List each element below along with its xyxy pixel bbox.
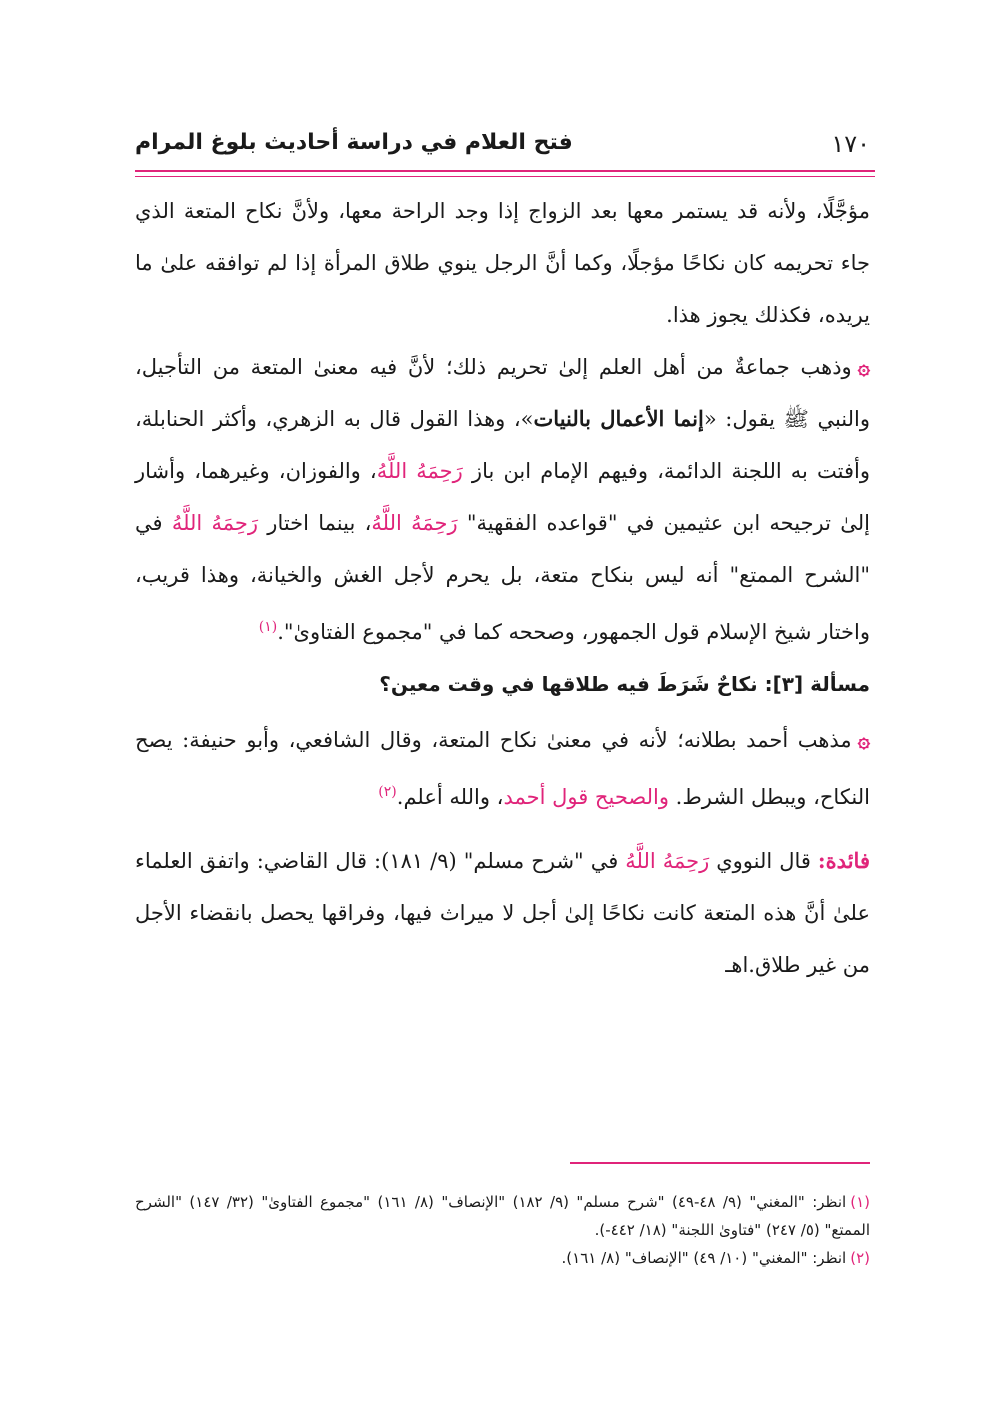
footnote-separator <box>570 1162 870 1164</box>
paragraph-4 <box>135 835 870 991</box>
honorific: رَحِمَهُ اللَّهُ <box>625 849 710 873</box>
footnotes <box>135 1188 870 1272</box>
text-span: وذهب جماعةٌ من أهل العلم إلىٰ تحريم ذلك؛ لأنَّ فيه معنىٰ المتعة من التأجيل، والنبي ﷺ يقول: « <box>135 355 871 431</box>
flower-ornament-icon: ۞ <box>857 727 870 752</box>
text-span: »، وهذا القول قال به الزهري، وأكثر الحنابلة، وأفتت به اللجنة الدائمة، وفيهم الإمام ابن باز <box>135 407 870 483</box>
text-span: في "الشرح الممتع" أنه ليس بنكاح متعة، بل يحرم لأجل الغش والخيانة، وهذا قريب، واختار شيخ الإسلام قول الجمهور، وصححه كما في "مجموع الفتاوىٰ". <box>135 511 870 644</box>
text-span: قال النووي <box>709 849 818 873</box>
footnote-text: انظر: "المغني" (٩/ ٤٨-٤٩) "شرح مسلم" (٩/ ١٨٢) "الإنصاف" (٨/ ١٦١) "مجموع الفتاوىٰ" (٣٢/ ١٤٧) "الشرح الممتع" (٥/ ٢٤٧) "فتاوىٰ اللجنة" (١٨/ ٤٤٢-). <box>135 1193 870 1239</box>
text-span: ، والله أعلم. <box>396 785 504 809</box>
footnote-2 <box>135 1244 870 1272</box>
paragraph-3 <box>135 714 870 823</box>
paragraph-1: مؤجَّلًا، ولأنه قد يستمر معها بعد الزواج إذا وجد الراحة معها، ولأنَّ نكاح المتعة الذي جاء تحريمه كان نكاحًا مؤجلًا، وكما أنَّ الرجل ينوي طلاق المرأة إذا لم توافقه علىٰ ما يريده، فكذلك يجوز هذا. <box>135 199 870 327</box>
faida-label: فائدة: <box>817 848 870 873</box>
footnote-number: (١) <box>850 1193 870 1211</box>
honorific: رَحِمَهُ اللَّهُ <box>171 511 259 535</box>
text-span: ، بينما اختار <box>258 511 372 535</box>
text-span: في "شرح مسلم" (٩/ ١٨١): قال القاضي: واتفق العلماء علىٰ أنَّ هذه المتعة كانت نكاحًا إلىٰ أجل لا ميراث فيها، وفراقها يحصل بانقضاء الأجل من غير طلاق.اهـ <box>135 849 870 977</box>
book-title: فتح العلام في دراسة أحاديث بلوغ المرام <box>135 130 573 155</box>
page-number: ١٧٠ <box>831 130 870 158</box>
main-text <box>135 185 870 991</box>
spacer <box>135 823 870 835</box>
footnote-1 <box>135 1188 870 1244</box>
honorific: رَحِمَهُ اللَّهُ <box>371 511 458 535</box>
header-rule-top <box>135 170 875 172</box>
preferred-opinion: والصحيح قول أحمد <box>503 785 669 809</box>
footnote-text: انظر: "المغني" (١٠/ ٤٩) "الإنصاف" (٨/ ١٦١). <box>561 1249 847 1267</box>
page-header <box>135 130 870 166</box>
text-span: مذهب أحمد بطلانه؛ لأنه في معنىٰ نكاح المتعة، وقال الشافعي، وأبو حنيفة: يصح النكاح، ويبطل الشرط. <box>135 728 870 809</box>
masala-heading: مسألة [٣]: نكاحٌ شَرَطَ فيه طلاقها في وقت معين؟ <box>379 672 870 696</box>
text-span: ، والفوزان، وغيرهما، وأشار إلىٰ ترجيحه ابن عثيمين في "قواعده الفقهية" <box>135 459 870 535</box>
header-rule-bottom <box>135 176 875 177</box>
footnote-ref-2: (٢) <box>378 784 397 800</box>
honorific: رَحِمَهُ اللَّهُ <box>376 459 463 483</box>
footnote-number: (٢) <box>850 1249 870 1267</box>
flower-ornament-icon: ۞ <box>857 354 870 379</box>
paragraph-2 <box>135 341 870 658</box>
hadith-text: إنما الأعمال بالنيات <box>533 406 704 431</box>
footnote-ref-1: (١) <box>258 619 278 635</box>
